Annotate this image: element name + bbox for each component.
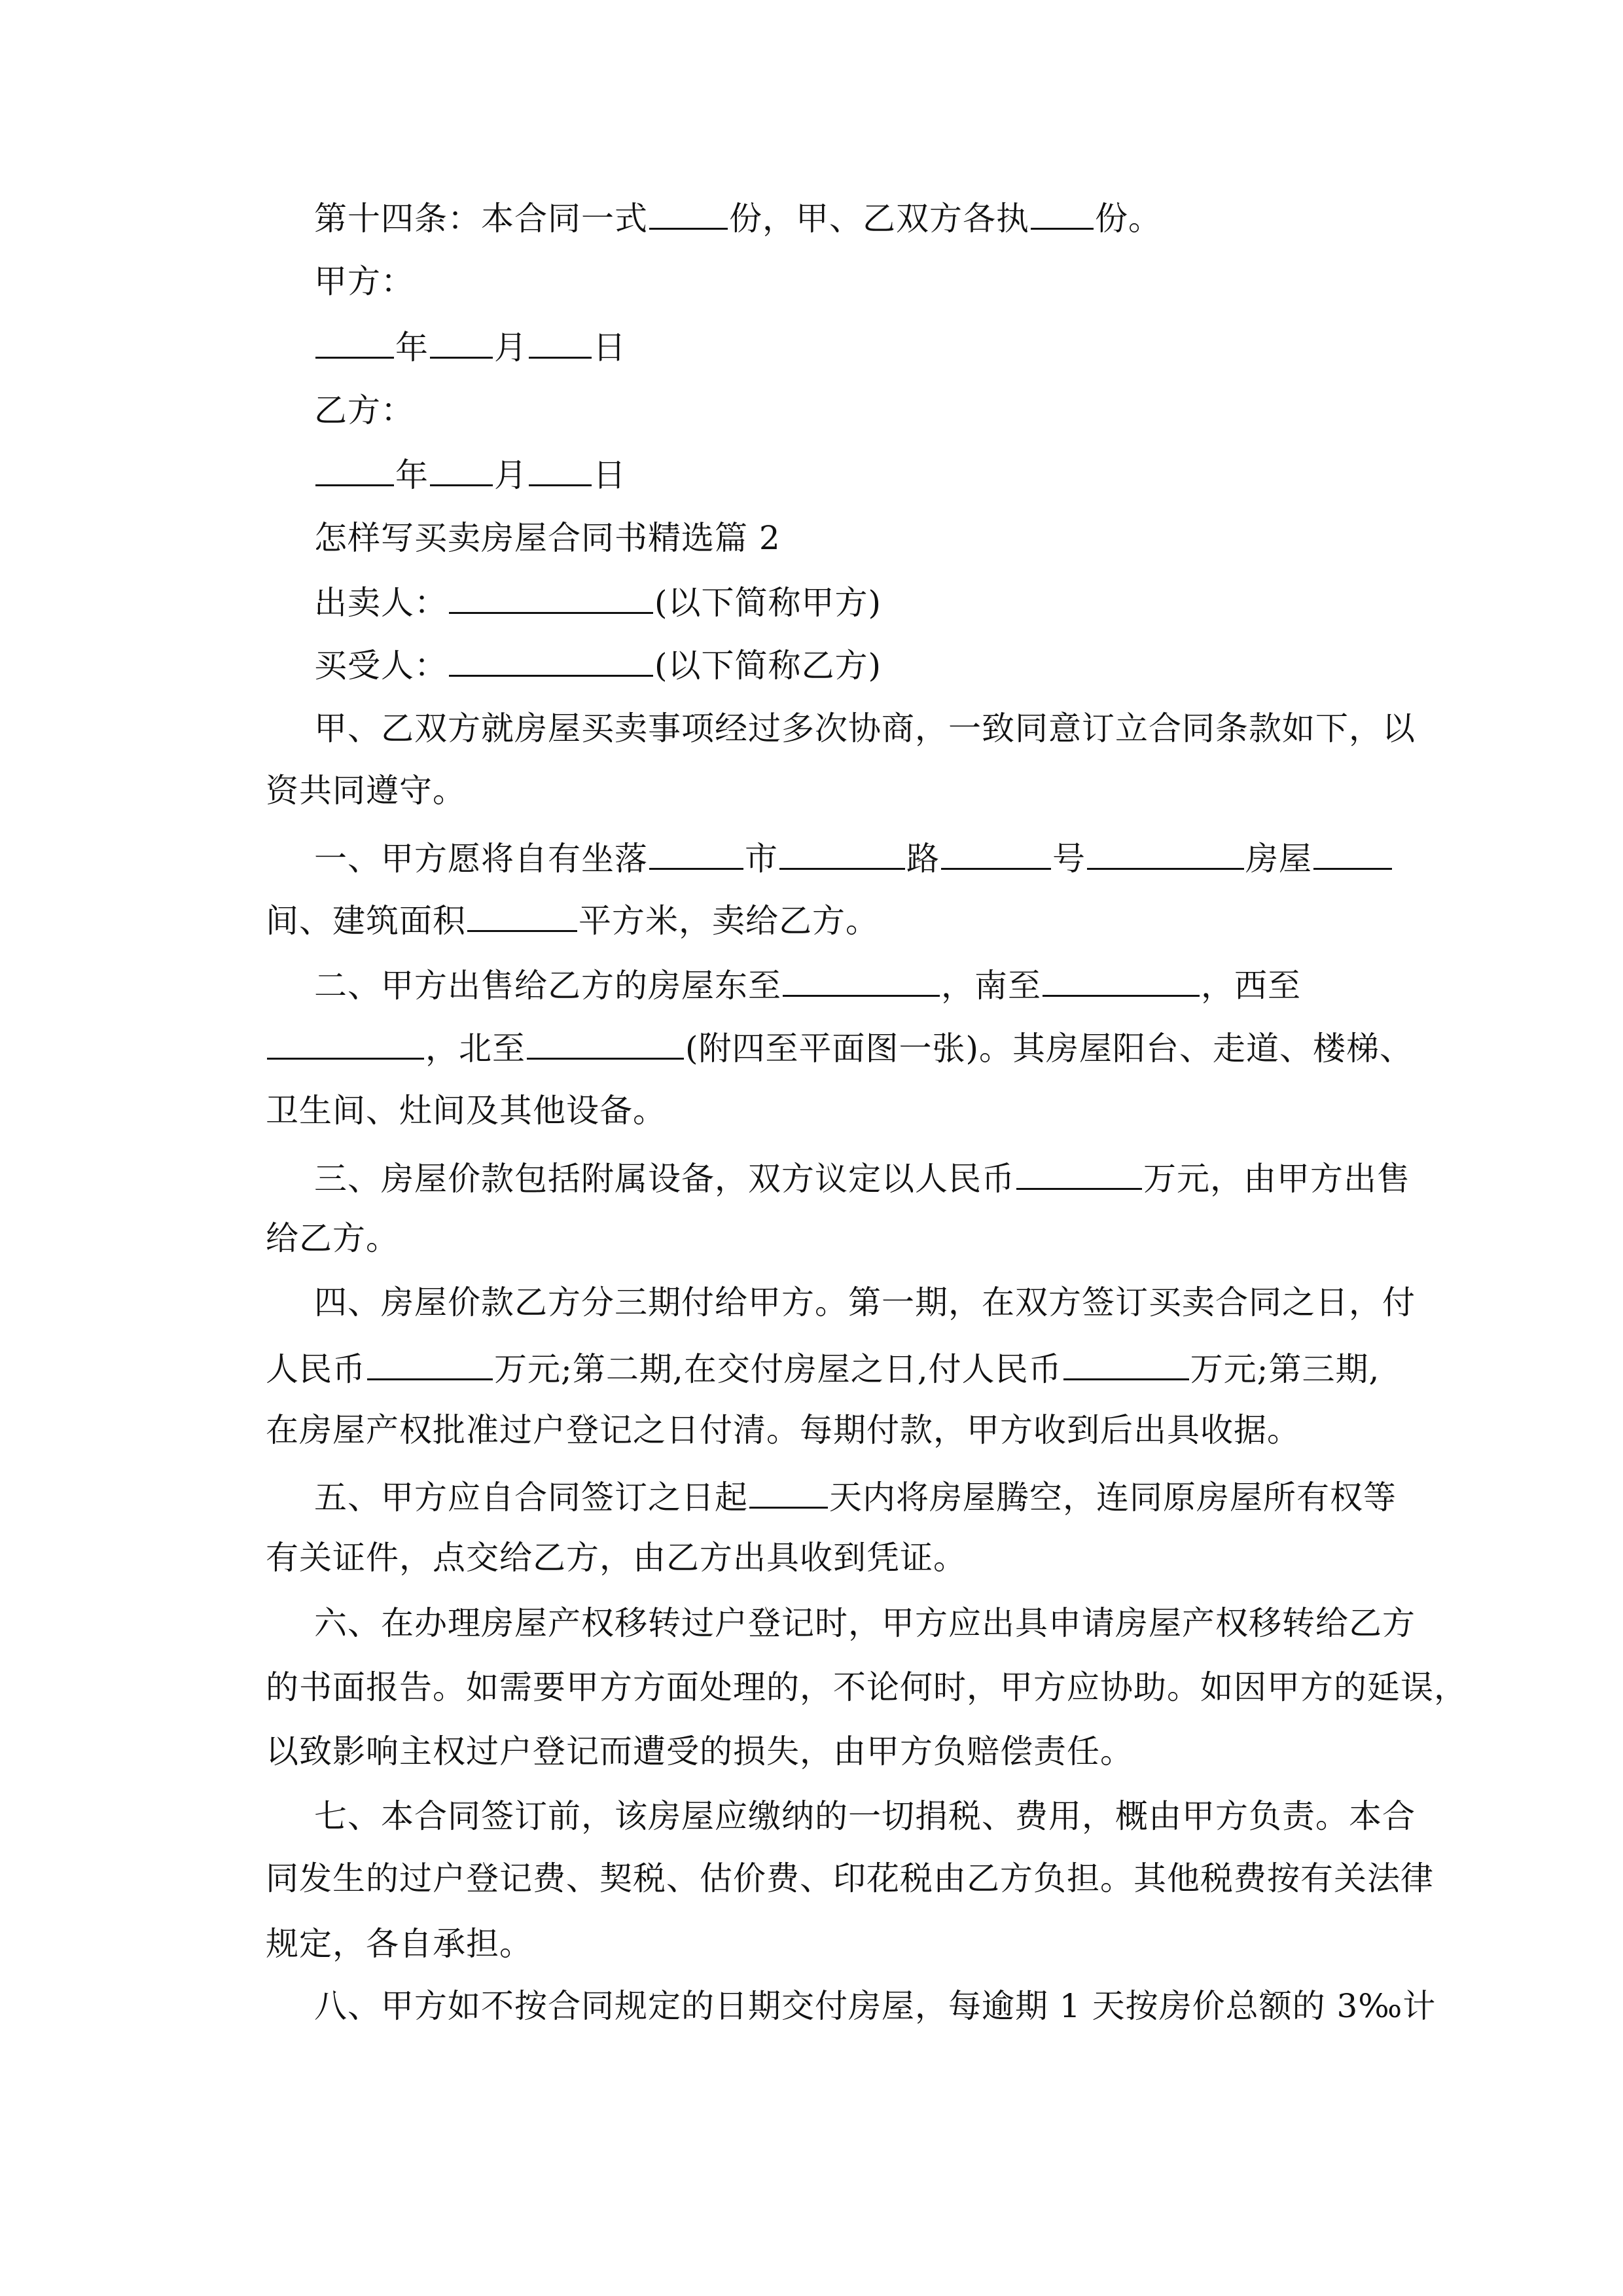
text-segment: ，北至 (425, 1030, 526, 1067)
fill-in-blank[interactable] (367, 1347, 493, 1380)
text-segment: ，南至 (941, 967, 1041, 1005)
text-segment: 市 (745, 840, 778, 878)
text-line-c1-2 (266, 899, 1391, 941)
text-line-c4-3 (266, 1410, 1391, 1450)
text-segment: 间、建筑面积 (266, 902, 466, 940)
text-line-c3-2 (266, 1219, 1391, 1258)
text-line-c5-1 (314, 1475, 1440, 1517)
text-line-seller (314, 581, 1440, 622)
fill-in-blank[interactable] (430, 453, 493, 486)
fill-in-blank[interactable] (779, 836, 905, 870)
text-segment: 乙方： (314, 391, 414, 429)
text-segment: (以下简称甲方) (654, 584, 882, 622)
fill-in-blank[interactable] (649, 836, 743, 870)
fill-in-blank[interactable] (529, 453, 592, 486)
text-segment: 规定，各自承担。 (266, 1925, 533, 1963)
text-line-party-a (314, 262, 1440, 301)
fill-in-blank[interactable] (1043, 963, 1200, 997)
text-segment: 月 (494, 329, 527, 367)
text-segment: 房屋 (1245, 840, 1312, 878)
text-line-buyer (314, 643, 1440, 685)
text-line-preamble-2 (266, 771, 1391, 810)
text-line-c5-2 (266, 1538, 1391, 1577)
text-segment: 人民币 (266, 1350, 366, 1388)
text-line-c6-2 (266, 1668, 1467, 1707)
text-segment: 七、本合同签订前，该房屋应缴纳的一切捐税、费用，概由甲方负责。本合 (314, 1797, 1416, 1835)
text-segment: 甲、乙双方就房屋买卖事项经过多次协商，一致同意订立合同条款如下，以 (314, 709, 1416, 747)
text-segment: 六、在办理房屋产权移转过户登记时，甲方应出具申请房屋产权移转给乙方 (314, 1604, 1416, 1642)
text-line-title2 (314, 518, 1440, 558)
fill-in-blank[interactable] (749, 1475, 828, 1509)
text-segment: 天内将房屋腾空，连同原房屋所有权等 (829, 1479, 1397, 1516)
fill-in-blank[interactable] (1016, 1157, 1142, 1190)
text-segment: 在房屋产权批准过户登记之日付清。每期付款，甲方收到后出具收据。 (266, 1411, 1300, 1449)
fill-in-blank[interactable] (467, 899, 577, 932)
text-segment: 日 (593, 456, 626, 494)
text-line-c1-1 (314, 836, 1440, 878)
fill-in-blank[interactable] (1087, 836, 1244, 870)
text-segment: 同发生的过户登记费、契税、估价费、印花税由乙方负担。其他税费按有关法律 (266, 1859, 1434, 1897)
text-segment: 号 (1052, 840, 1086, 878)
text-segment: ，西至 (1201, 967, 1301, 1005)
text-segment: 二、甲方出售给乙方的房屋东至 (314, 967, 781, 1005)
text-segment: (附四至平面图一张)。其房屋阳台、走道、楼梯、 (685, 1030, 1414, 1067)
text-segment: 的书面报告。如需要甲方方面处理的，不论何时，甲方应协助。如因甲方的延误， (266, 1668, 1467, 1706)
fill-in-blank[interactable] (527, 1026, 684, 1060)
text-segment: 份，甲、乙双方各执 (729, 200, 1029, 238)
text-segment: 以致影响主权过户登记而遭受的损失，由甲方负赔偿责任。 (266, 1732, 1133, 1770)
fill-in-blank[interactable] (315, 325, 394, 359)
text-segment: 万元;第三期, (1190, 1350, 1380, 1388)
text-line-c4-2 (266, 1347, 1391, 1389)
text-line-c6-1 (314, 1604, 1440, 1643)
fill-in-blank[interactable] (1031, 196, 1094, 230)
text-segment: 三、房屋价款包括附属设备，双方议定以人民币 (314, 1160, 1015, 1198)
text-line-art14 (314, 196, 1440, 238)
fill-in-blank[interactable] (1313, 836, 1392, 870)
fill-in-blank[interactable] (941, 836, 1051, 870)
fill-in-blank[interactable] (315, 453, 394, 486)
fill-in-blank[interactable] (529, 325, 592, 359)
text-segment: 万元;第二期,在交付房屋之日,付人民币 (494, 1350, 1062, 1388)
text-line-date-b (314, 453, 1440, 495)
text-segment: 买受人： (314, 647, 448, 685)
text-segment: 甲方： (314, 262, 414, 300)
text-segment: 卫生间、灶间及其他设备。 (266, 1092, 666, 1130)
text-line-c3-1 (314, 1157, 1440, 1198)
text-segment: 日 (593, 329, 626, 367)
text-line-c7-2 (266, 1859, 1434, 1898)
fill-in-blank[interactable] (449, 581, 653, 614)
text-segment: 有关证件，点交给乙方，由乙方出具收到凭证。 (266, 1539, 967, 1577)
text-segment: 月 (494, 456, 527, 494)
fill-in-blank[interactable] (1063, 1347, 1189, 1380)
text-segment: 给乙方。 (266, 1219, 399, 1257)
text-line-c7-3 (266, 1924, 1391, 1964)
text-line-date-a (314, 325, 1440, 367)
text-line-c2-1 (314, 963, 1440, 1005)
text-segment: 万元，由甲方出售 (1143, 1160, 1410, 1198)
text-segment: 平方米，卖给乙方。 (579, 902, 879, 940)
fill-in-blank[interactable] (267, 1026, 424, 1060)
text-line-c7-1 (314, 1797, 1440, 1836)
fill-in-blank[interactable] (430, 325, 493, 359)
fill-in-blank[interactable] (783, 963, 940, 997)
text-segment: 第十四条：本合同一式 (314, 200, 648, 238)
text-line-c6-3 (266, 1732, 1391, 1771)
text-line-c2-2 (266, 1026, 1414, 1068)
text-segment: 出卖人： (314, 584, 448, 622)
text-segment: 路 (906, 840, 940, 878)
text-segment: 年 (395, 456, 429, 494)
text-segment: (以下简称乙方) (654, 647, 882, 685)
text-line-c8-1 (314, 1986, 1440, 2026)
text-segment: 八、甲方如不按合同规定的日期交付房屋，每逾期 1 天按房价总额的 3‰计 (314, 1987, 1436, 2025)
text-segment: 怎样写买卖房屋合同书精选篇 2 (314, 519, 781, 557)
text-segment: 份。 (1095, 200, 1162, 238)
fill-in-blank[interactable] (649, 196, 728, 230)
text-segment: 四、房屋价款乙方分三期付给甲方。第一期，在双方签订买卖合同之日，付 (314, 1283, 1416, 1321)
text-segment: 一、甲方愿将自有坐落 (314, 840, 648, 878)
text-segment: 年 (395, 329, 429, 367)
text-line-party-b (314, 391, 1440, 430)
text-line-c4-1 (314, 1283, 1440, 1322)
text-line-preamble-1 (314, 709, 1440, 748)
text-line-c2-3 (266, 1091, 1391, 1130)
text-segment: 五、甲方应自合同签订之日起 (314, 1479, 748, 1516)
fill-in-blank[interactable] (449, 643, 653, 677)
text-segment: 资共同遵守。 (266, 772, 466, 810)
